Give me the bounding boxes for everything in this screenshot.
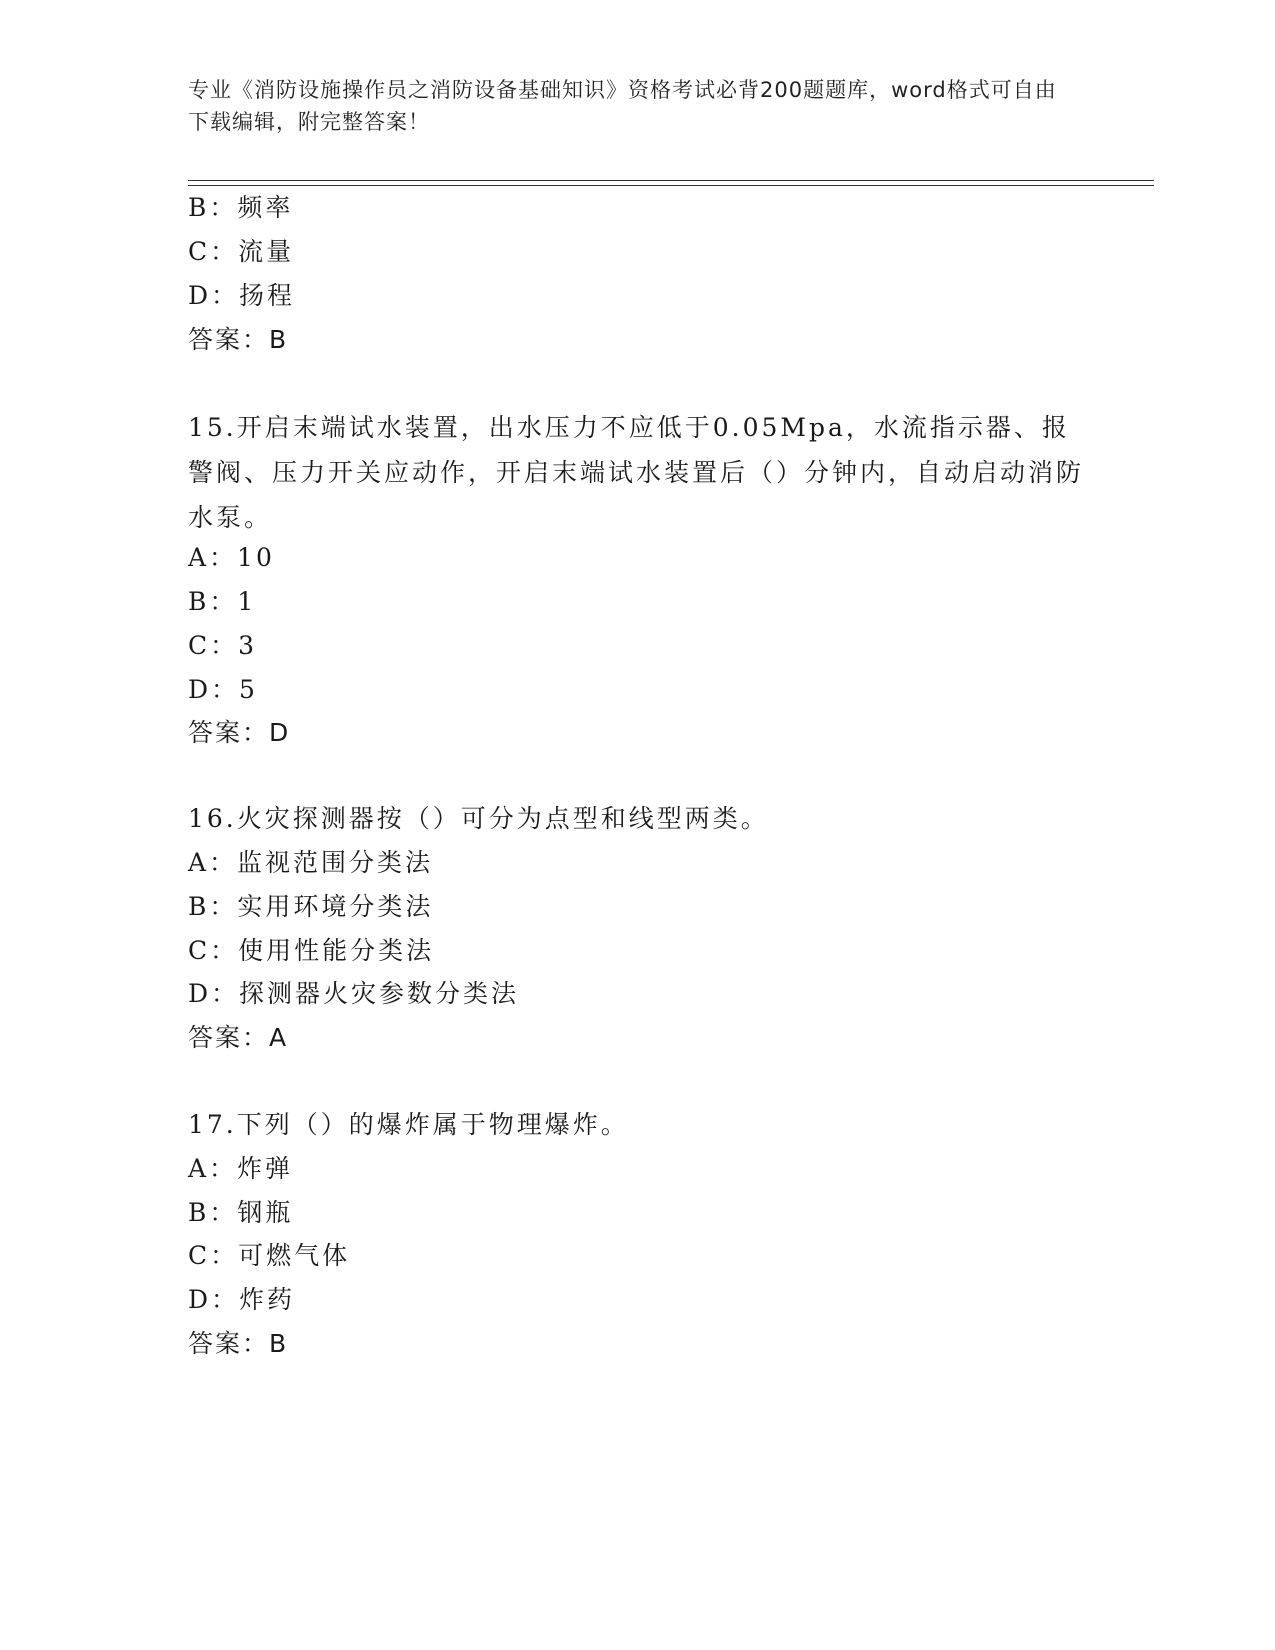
q16-option-a: A：监视范围分类法 — [188, 848, 434, 877]
q16-option-b: B：实用环境分类法 — [188, 892, 434, 921]
q17-option-a: A：炸弹 — [188, 1154, 294, 1183]
q17-option-c: C：可燃气体 — [188, 1241, 351, 1270]
q15-option-b: B：1 — [188, 587, 257, 616]
q14-option-d: D：扬程 — [188, 281, 296, 310]
q17-answer: 答案：B — [188, 1329, 289, 1358]
q15-stem: 15.开启末端试水装置，出水压力不应低于0.05Mpa，水流指示器、报警阀、压力开关应动作，开启末端试水装置后（）分钟内，自动启动消防水泵。 — [188, 413, 1085, 532]
q15-option-d: D：5 — [188, 675, 258, 704]
document-header: 专业《消防设施操作员之消防设备基础知识》资格考试必背200题题库，word格式可自由下载编辑，附完整答案！ — [188, 78, 1057, 134]
q16-stem: 16.火灾探测器按（）可分为点型和线型两类。 — [188, 804, 769, 833]
header-rule-bottom — [188, 185, 1154, 186]
q16-option-c: C：使用性能分类法 — [188, 936, 435, 965]
q14-option-b: B：频率 — [188, 193, 294, 222]
q16-answer: 答案：A — [188, 1023, 289, 1052]
q16-option-d: D：探测器火灾参数分类法 — [188, 979, 520, 1008]
header-rule-top — [188, 180, 1154, 181]
q15-answer: 答案：D — [188, 718, 291, 747]
q17-option-d: D：炸药 — [188, 1285, 296, 1314]
q17-stem: 17.下列（）的爆炸属于物理爆炸。 — [188, 1110, 629, 1139]
q17-option-b: B：钢瓶 — [188, 1198, 294, 1227]
q15-option-c: C：3 — [188, 631, 258, 660]
q15-option-a: A：10 — [188, 543, 275, 572]
q14-option-c: C：流量 — [188, 237, 295, 266]
q14-answer: 答案：B — [188, 325, 289, 354]
